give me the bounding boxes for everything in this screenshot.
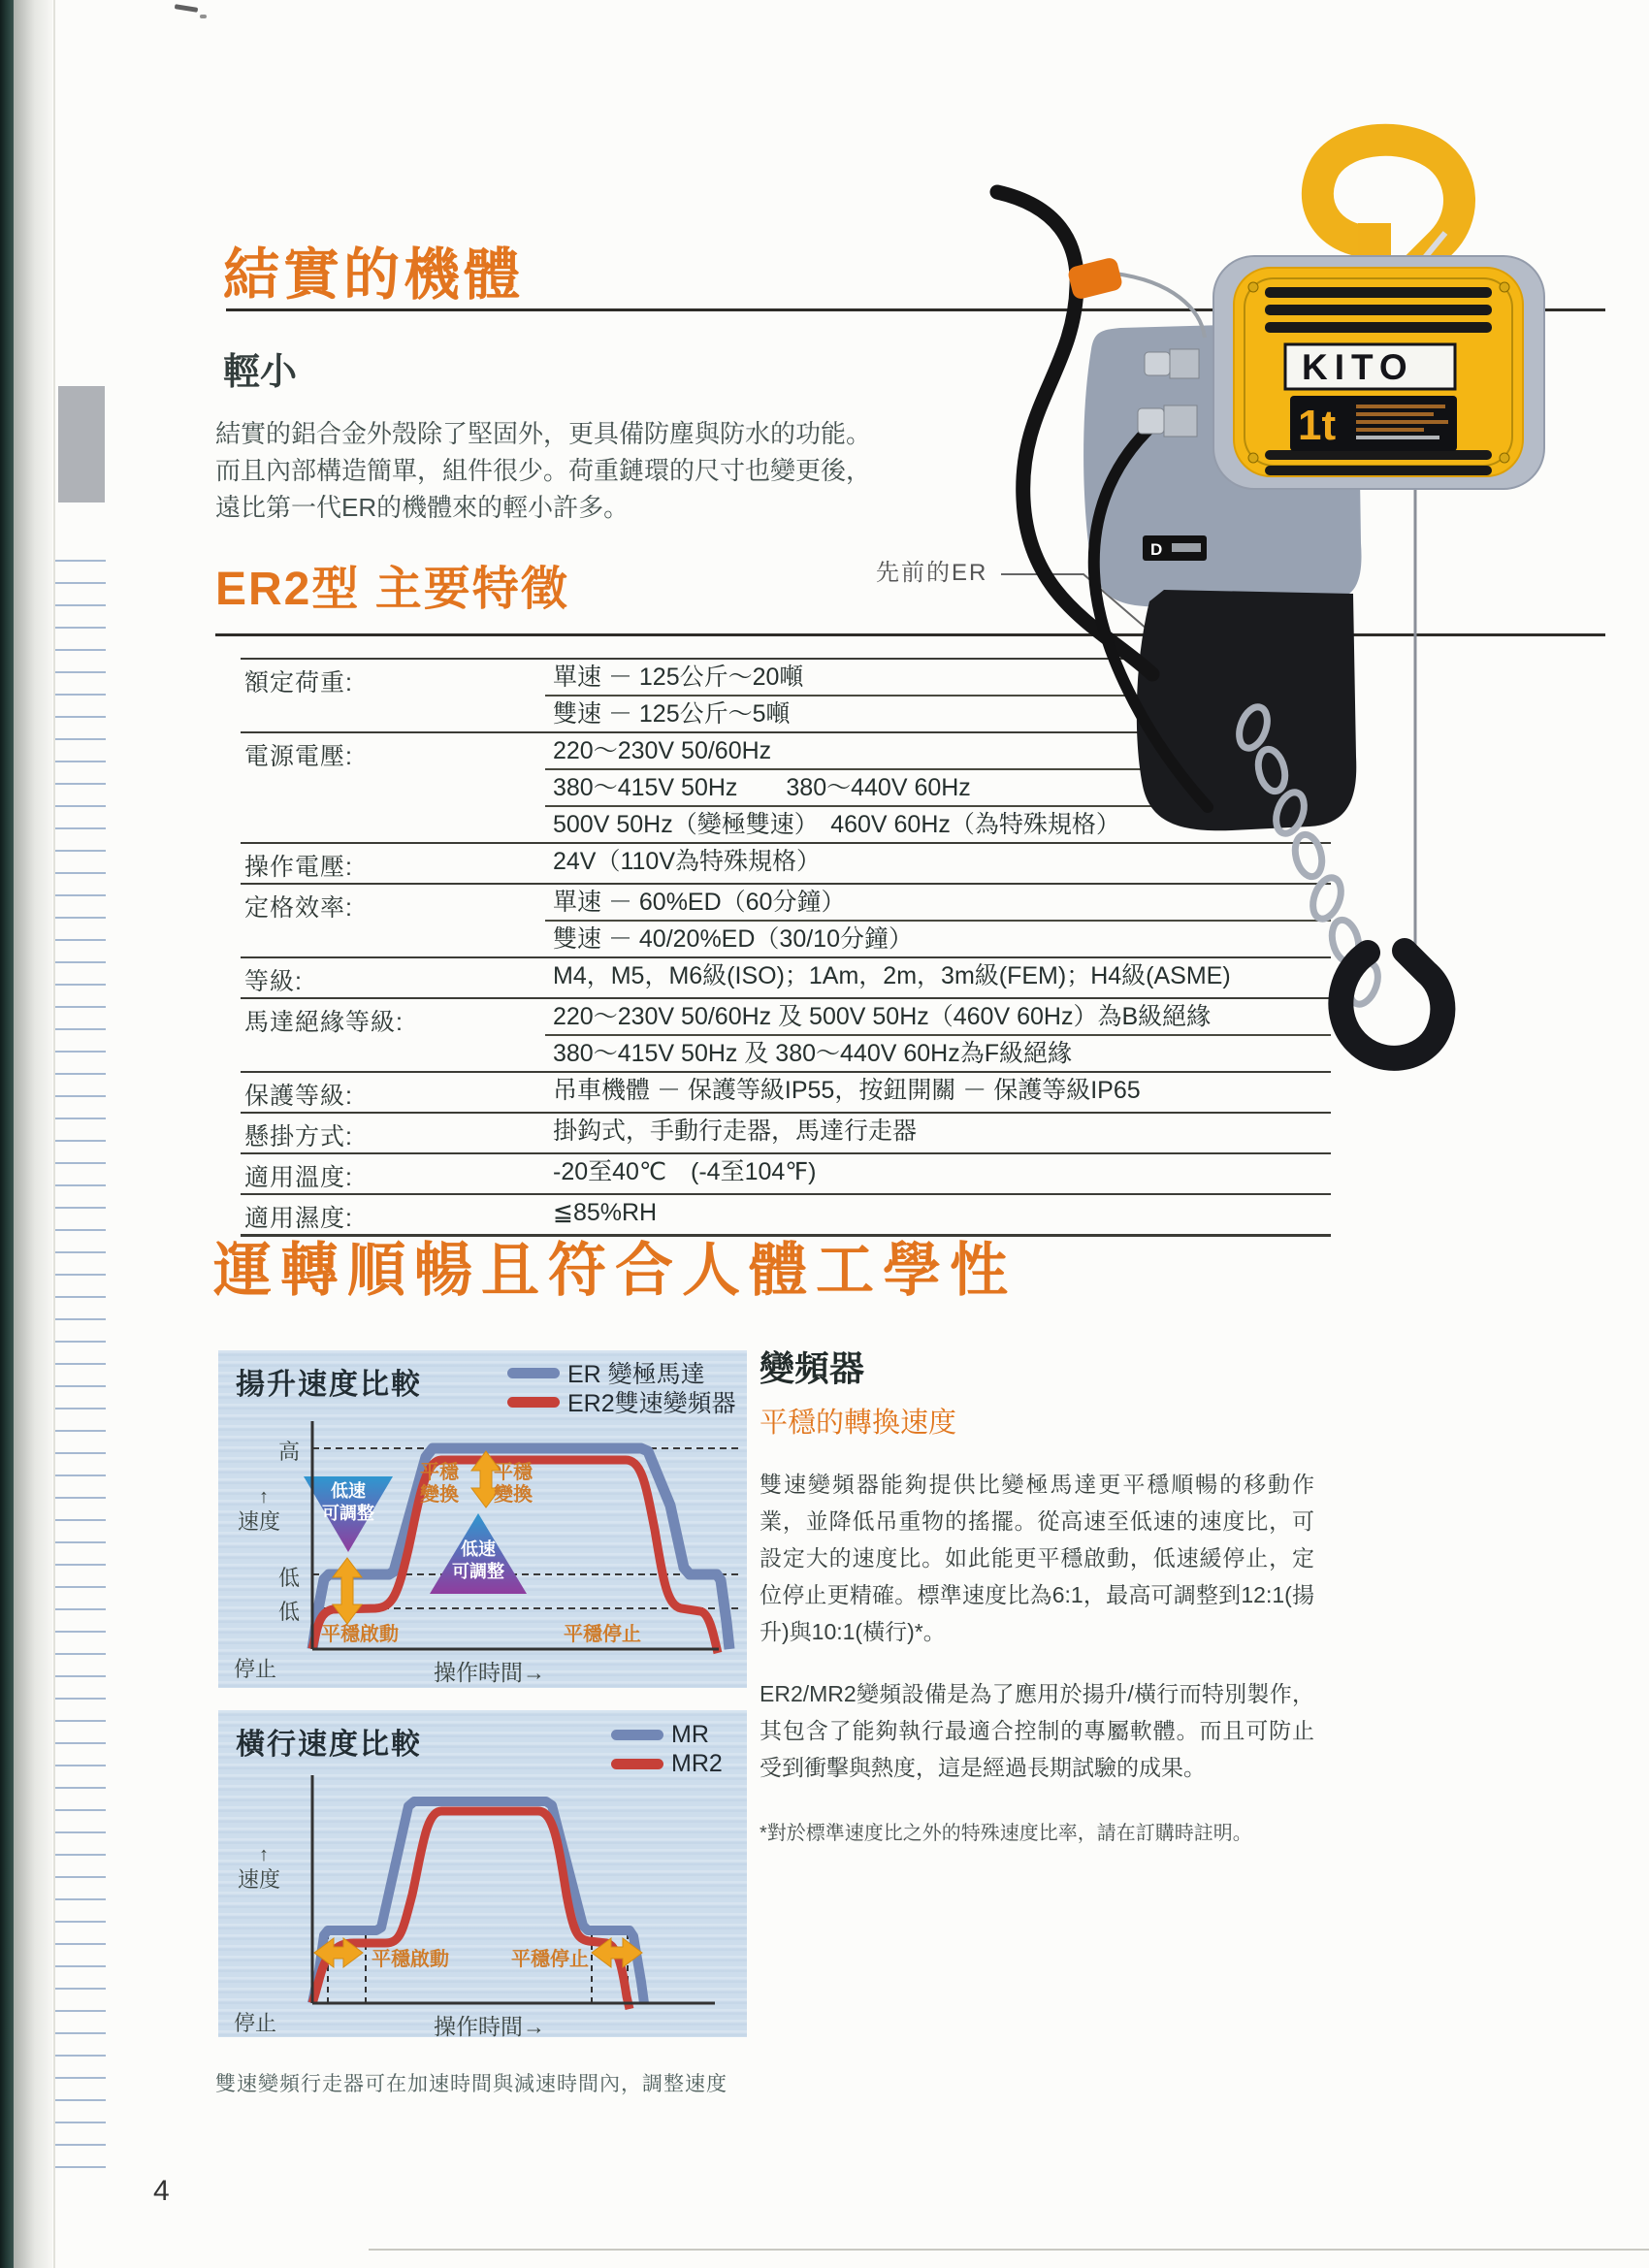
ytick-high: 高 — [278, 1440, 301, 1464]
annotation-line: 平穩 — [420, 1462, 459, 1483]
spec-value: 單速 － 125公斤～20噸 — [553, 664, 804, 691]
legend-label: ER 變極馬達 — [567, 1361, 705, 1388]
scan-bottom-line — [369, 2249, 1649, 2251]
previous-er-tag-line — [1172, 543, 1201, 552]
previous-er-tag-letter: D — [1150, 540, 1163, 559]
spec-value: 24V（110V為特殊規格） — [553, 848, 822, 875]
lifting-speed-chart — [218, 1350, 747, 1688]
spec-label: 定格效率: — [244, 894, 353, 922]
smooth-start-annotation: 平穩啟動 — [321, 1624, 399, 1645]
inverter-paragraph-1: 雙速變頻器能夠提供比變極馬達更平穩順暢的移動作業，並降低吊重物的搖擺。從高速至低速的速度比，可設定大的速度比。如此能更平穩啟動，低速緩停止，定位停止更精確。標準速度比為6:1，最高可調整到12:1(揚升)與10:1(橫行)*。 — [760, 1472, 1314, 1644]
legend-label: MR2 — [671, 1749, 723, 1777]
y-axis-arrow: ↑ — [259, 1844, 269, 1865]
inverter-paragraph-2: ER2/MR2變頻設備是為了應用於揚升/橫行而特別製作，其包含了能夠執行最適合控制的專屬軟體。而且可防止受到衝擊與熱度，這是經過長期試驗的成果。 — [760, 1681, 1314, 1780]
intro-line-1: 結實的鋁合金外殼除了堅固外，更具備防塵與防水的功能。 — [215, 419, 872, 448]
smooth-shift-annotation — [420, 1462, 459, 1507]
smooth-stop-annotation: 平穩停止 — [564, 1624, 641, 1645]
spec-label: 適用溫度: — [244, 1164, 353, 1191]
spec-value: 雙速 － 40/20%ED（30/10分鐘） — [545, 920, 1331, 956]
chart-title: 橫行速度比較 — [236, 1729, 422, 1761]
scan-artifact — [175, 4, 198, 13]
annotation-line: 低速 — [331, 1481, 366, 1501]
subtitle-light-compact: 輕小 — [223, 352, 298, 393]
spec-label: 操作電壓: — [244, 854, 353, 881]
chart-plot — [218, 1350, 747, 1688]
spec-value: 掛鈎式，手動行走器，馬達行走器 — [553, 1118, 918, 1145]
annotation-line: 變換 — [494, 1484, 533, 1506]
spec-label: 保護等級: — [244, 1083, 353, 1110]
x-axis-label: 操作時間→ — [434, 2014, 545, 2039]
spec-value: 220～230V 50/60Hz — [553, 737, 772, 764]
y-axis-label: 速度 — [238, 1509, 281, 1534]
origin-label: 停止 — [234, 2011, 277, 2035]
spec-value: 220～230V 50/60Hz 及 500V 50Hz（460V 60Hz）為B級絕緣 — [553, 1003, 1212, 1030]
smooth-shift-annotation — [494, 1462, 533, 1507]
annotation-line: 可調整 — [322, 1504, 374, 1523]
triangle-annotation — [439, 1539, 517, 1583]
chart-caption: 雙速變頻行走器可在加速時間與減速時間內，調整速度 — [215, 2073, 728, 2095]
margin-ruled-lines — [55, 539, 106, 2181]
scan-artifact — [200, 15, 207, 18]
spec-value: 380～415V 50Hz 及 380～440V 60Hz為F級絕緣 — [545, 1034, 1331, 1071]
chart-title: 揚升速度比較 — [236, 1369, 422, 1401]
smooth-stop-annotation: 平穩停止 — [511, 1949, 589, 1970]
y-axis-arrow: ↑ — [259, 1486, 269, 1507]
spec-label: 額定荷重: — [244, 669, 353, 697]
intro-line-2: 而且內部構造簡單，組件很少。荷重鏈環的尺寸也變更後， — [215, 456, 872, 485]
spec-value: M4，M5，M6級(ISO)；1Am，2m，3m級(FEM)；H4級(ASME) — [553, 962, 1231, 989]
spec-value: ≦85%RH — [553, 1199, 658, 1226]
page-number: 4 — [153, 2175, 170, 2207]
y-axis-label: 速度 — [238, 1867, 281, 1892]
louver-slots-top — [1265, 287, 1492, 333]
spec-label: 等級: — [244, 968, 303, 995]
mr-series-line — [312, 1801, 644, 2003]
legend-label: ER2雙速變頻器 — [567, 1390, 736, 1417]
spec-label: 懸掛方式: — [244, 1123, 353, 1150]
inverter-subheading: 平穩的轉換速度 — [760, 1408, 957, 1439]
brand-text: KITO — [1302, 347, 1414, 387]
hoist-product-image — [989, 116, 1649, 1086]
spec-value: 雙速 － 125公斤～5噸 — [545, 695, 1331, 731]
inverter-footnote: *對於標準速度比之外的特殊速度比率，請在訂購時註明。 — [760, 1823, 1252, 1844]
scan-edge-gray — [14, 0, 52, 2268]
table-row — [241, 1152, 1331, 1193]
spec-value: 500V 50Hz（變極雙速） 460V 60Hz（為特殊規格） — [545, 805, 1331, 842]
spec-value: 吊車機體 － 保護等級IP55，按鈕開關 － 保護等級IP65 — [553, 1077, 1141, 1104]
margin-gray-box — [58, 386, 105, 502]
intro-line-3: 遠比第一代ER的機體來的輕小許多。 — [215, 493, 630, 522]
smooth-start-arrow — [333, 1558, 362, 1624]
chart-plot — [218, 1710, 747, 2037]
spec-label: 適用濕度: — [244, 1205, 353, 1232]
triangle-annotation — [309, 1480, 387, 1525]
spec-label: 電源電壓: — [244, 743, 353, 770]
annotation-line: 平穩 — [494, 1462, 533, 1483]
table-row — [241, 1112, 1331, 1152]
features-title: ER2型 主要特徵 — [215, 564, 569, 615]
smooth-start-annotation: 平穩啟動 — [372, 1949, 449, 1970]
traversing-speed-chart — [218, 1710, 747, 2037]
inverter-section — [760, 1342, 1314, 1845]
origin-label: 停止 — [234, 1657, 277, 1681]
intro-paragraph — [215, 415, 972, 526]
scan-edge-dark — [0, 0, 14, 2268]
legend-label: MR — [671, 1720, 709, 1748]
annotation-line: 可調整 — [452, 1562, 504, 1581]
previous-er-callout-label: 先前的ER — [876, 560, 988, 586]
annotation-line: 低速 — [461, 1539, 496, 1559]
spec-value: 380～415V 50Hz 380～440V 60Hz — [545, 768, 1331, 805]
spec-label: 馬達絕緣等級: — [244, 1009, 404, 1036]
spec-value: -20至40℃ (-4至104℉) — [553, 1158, 817, 1185]
page-title: 結實的機體 — [223, 243, 525, 307]
ytick-low1: 低 — [278, 1566, 301, 1590]
ergonomics-title: 運轉順暢且符合人體工學性 — [213, 1238, 1017, 1303]
spec-value: 單速 － 60%ED（60分鐘） — [553, 889, 846, 916]
inverter-heading: 變頻器 — [760, 1348, 865, 1388]
capacity-text: 1t — [1298, 402, 1337, 449]
annotation-line: 變換 — [420, 1484, 459, 1506]
x-axis-label: 操作時間→ — [434, 1660, 545, 1685]
ytick-low2: 低 — [278, 1600, 301, 1624]
